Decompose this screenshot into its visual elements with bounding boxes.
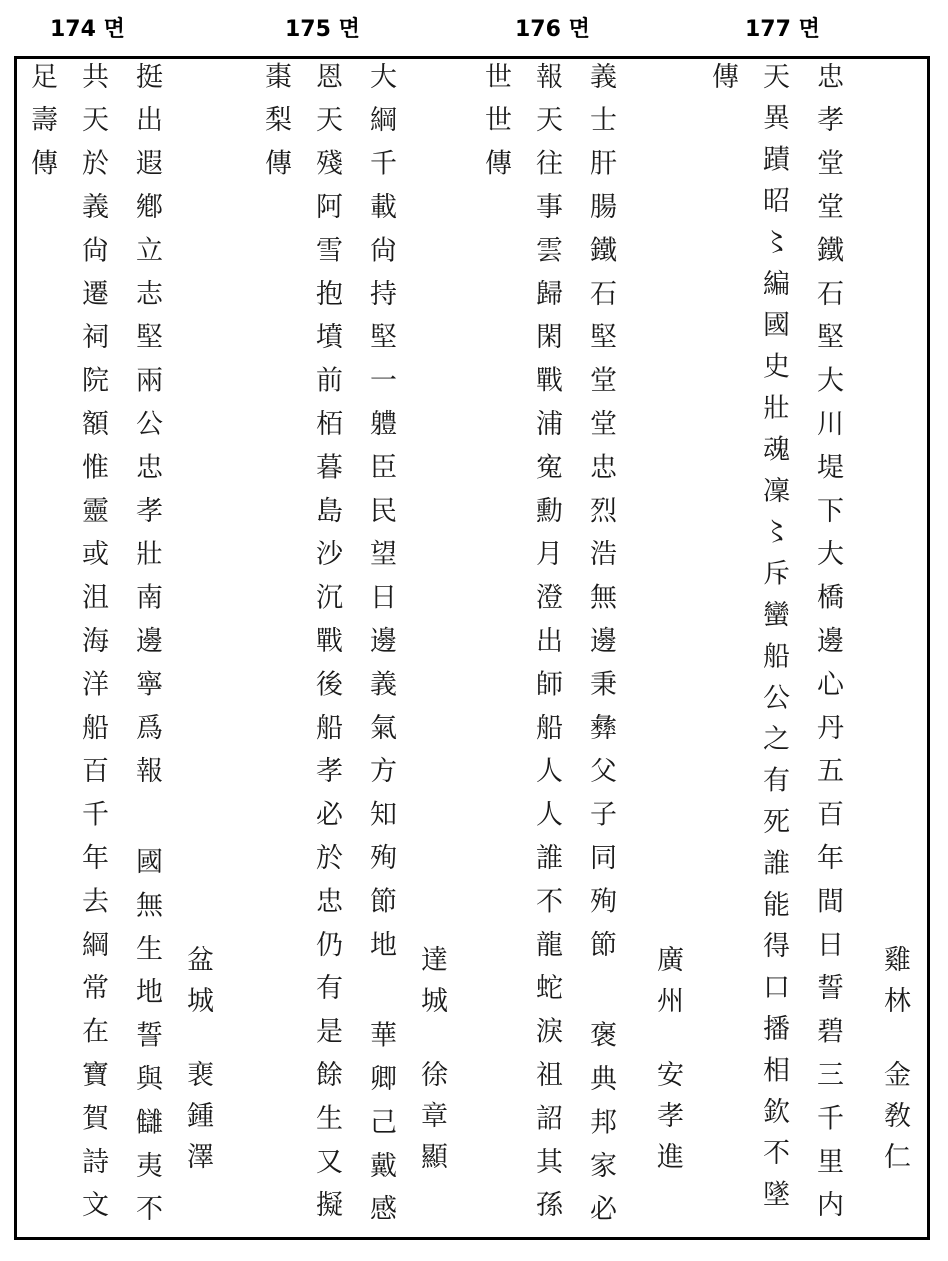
poem-177-line-2: 天異蹟昭〻編國史壯魂凜〻斥蠻船公之有死誰能得口播相欽不墜 — [758, 62, 789, 1222]
signature-174-name: 裵鍾澤 — [182, 1060, 213, 1183]
poem-174-line-2: 共天於義尙遷祠院額惟靈或沮海洋船百千年去綱常在寶賀詩文 — [77, 62, 108, 1234]
signature-174-place: 盆城 — [182, 945, 213, 1027]
page-label-176: 176 면 — [515, 17, 590, 42]
signature-177-place: 雞林 — [879, 945, 910, 1027]
page-label-177: 177 면 — [745, 17, 820, 42]
poem-176-line-1: 義士肝腸鐵石堅堂堂忠烈浩無邊秉彝父子同殉節 褒典邦家必 — [585, 62, 616, 1238]
signature-175-name: 徐章顯 — [416, 1060, 447, 1183]
poem-176-line-3: 世世傳 — [480, 62, 511, 193]
page-label-174: 174 면 — [50, 17, 125, 42]
poem-176-line-2: 報天往事雲歸閑戰浦寃勳月澄出師船人人誰不龍蛇淚祖詔其孫 — [531, 62, 562, 1234]
poem-175-line-2: 恩天殘阿雪抱墳前栢暮島沙沉戰後船孝必於忠仍有是餘生又擬 — [311, 62, 342, 1234]
poem-174-line-3: 足壽傳 — [26, 62, 57, 193]
poem-177-line-3: 傳 — [707, 62, 738, 106]
signature-176-name: 安孝進 — [652, 1060, 683, 1183]
poem-177-line-1: 忠孝堂堂鐵石堅大川堤下大橋邊心丹五百年間日誓碧三千里内 — [812, 62, 843, 1234]
poem-175-line-1: 大綱千載尙持堅一軆臣民望日邊義氣方知殉節地 華卿己戴感 — [365, 62, 396, 1238]
signature-175-place: 達城 — [416, 945, 447, 1027]
signature-177-name: 金敎仁 — [879, 1060, 910, 1183]
poem-175-line-3: 棗梨傳 — [260, 62, 291, 193]
poem-174-line-1: 挺出遐鄕立志堅兩公忠孝壯南邊寧爲報 國無生地誓與讎夷不 — [131, 62, 162, 1238]
signature-176-place: 廣州 — [652, 945, 683, 1027]
page-label-175: 175 면 — [285, 17, 360, 42]
